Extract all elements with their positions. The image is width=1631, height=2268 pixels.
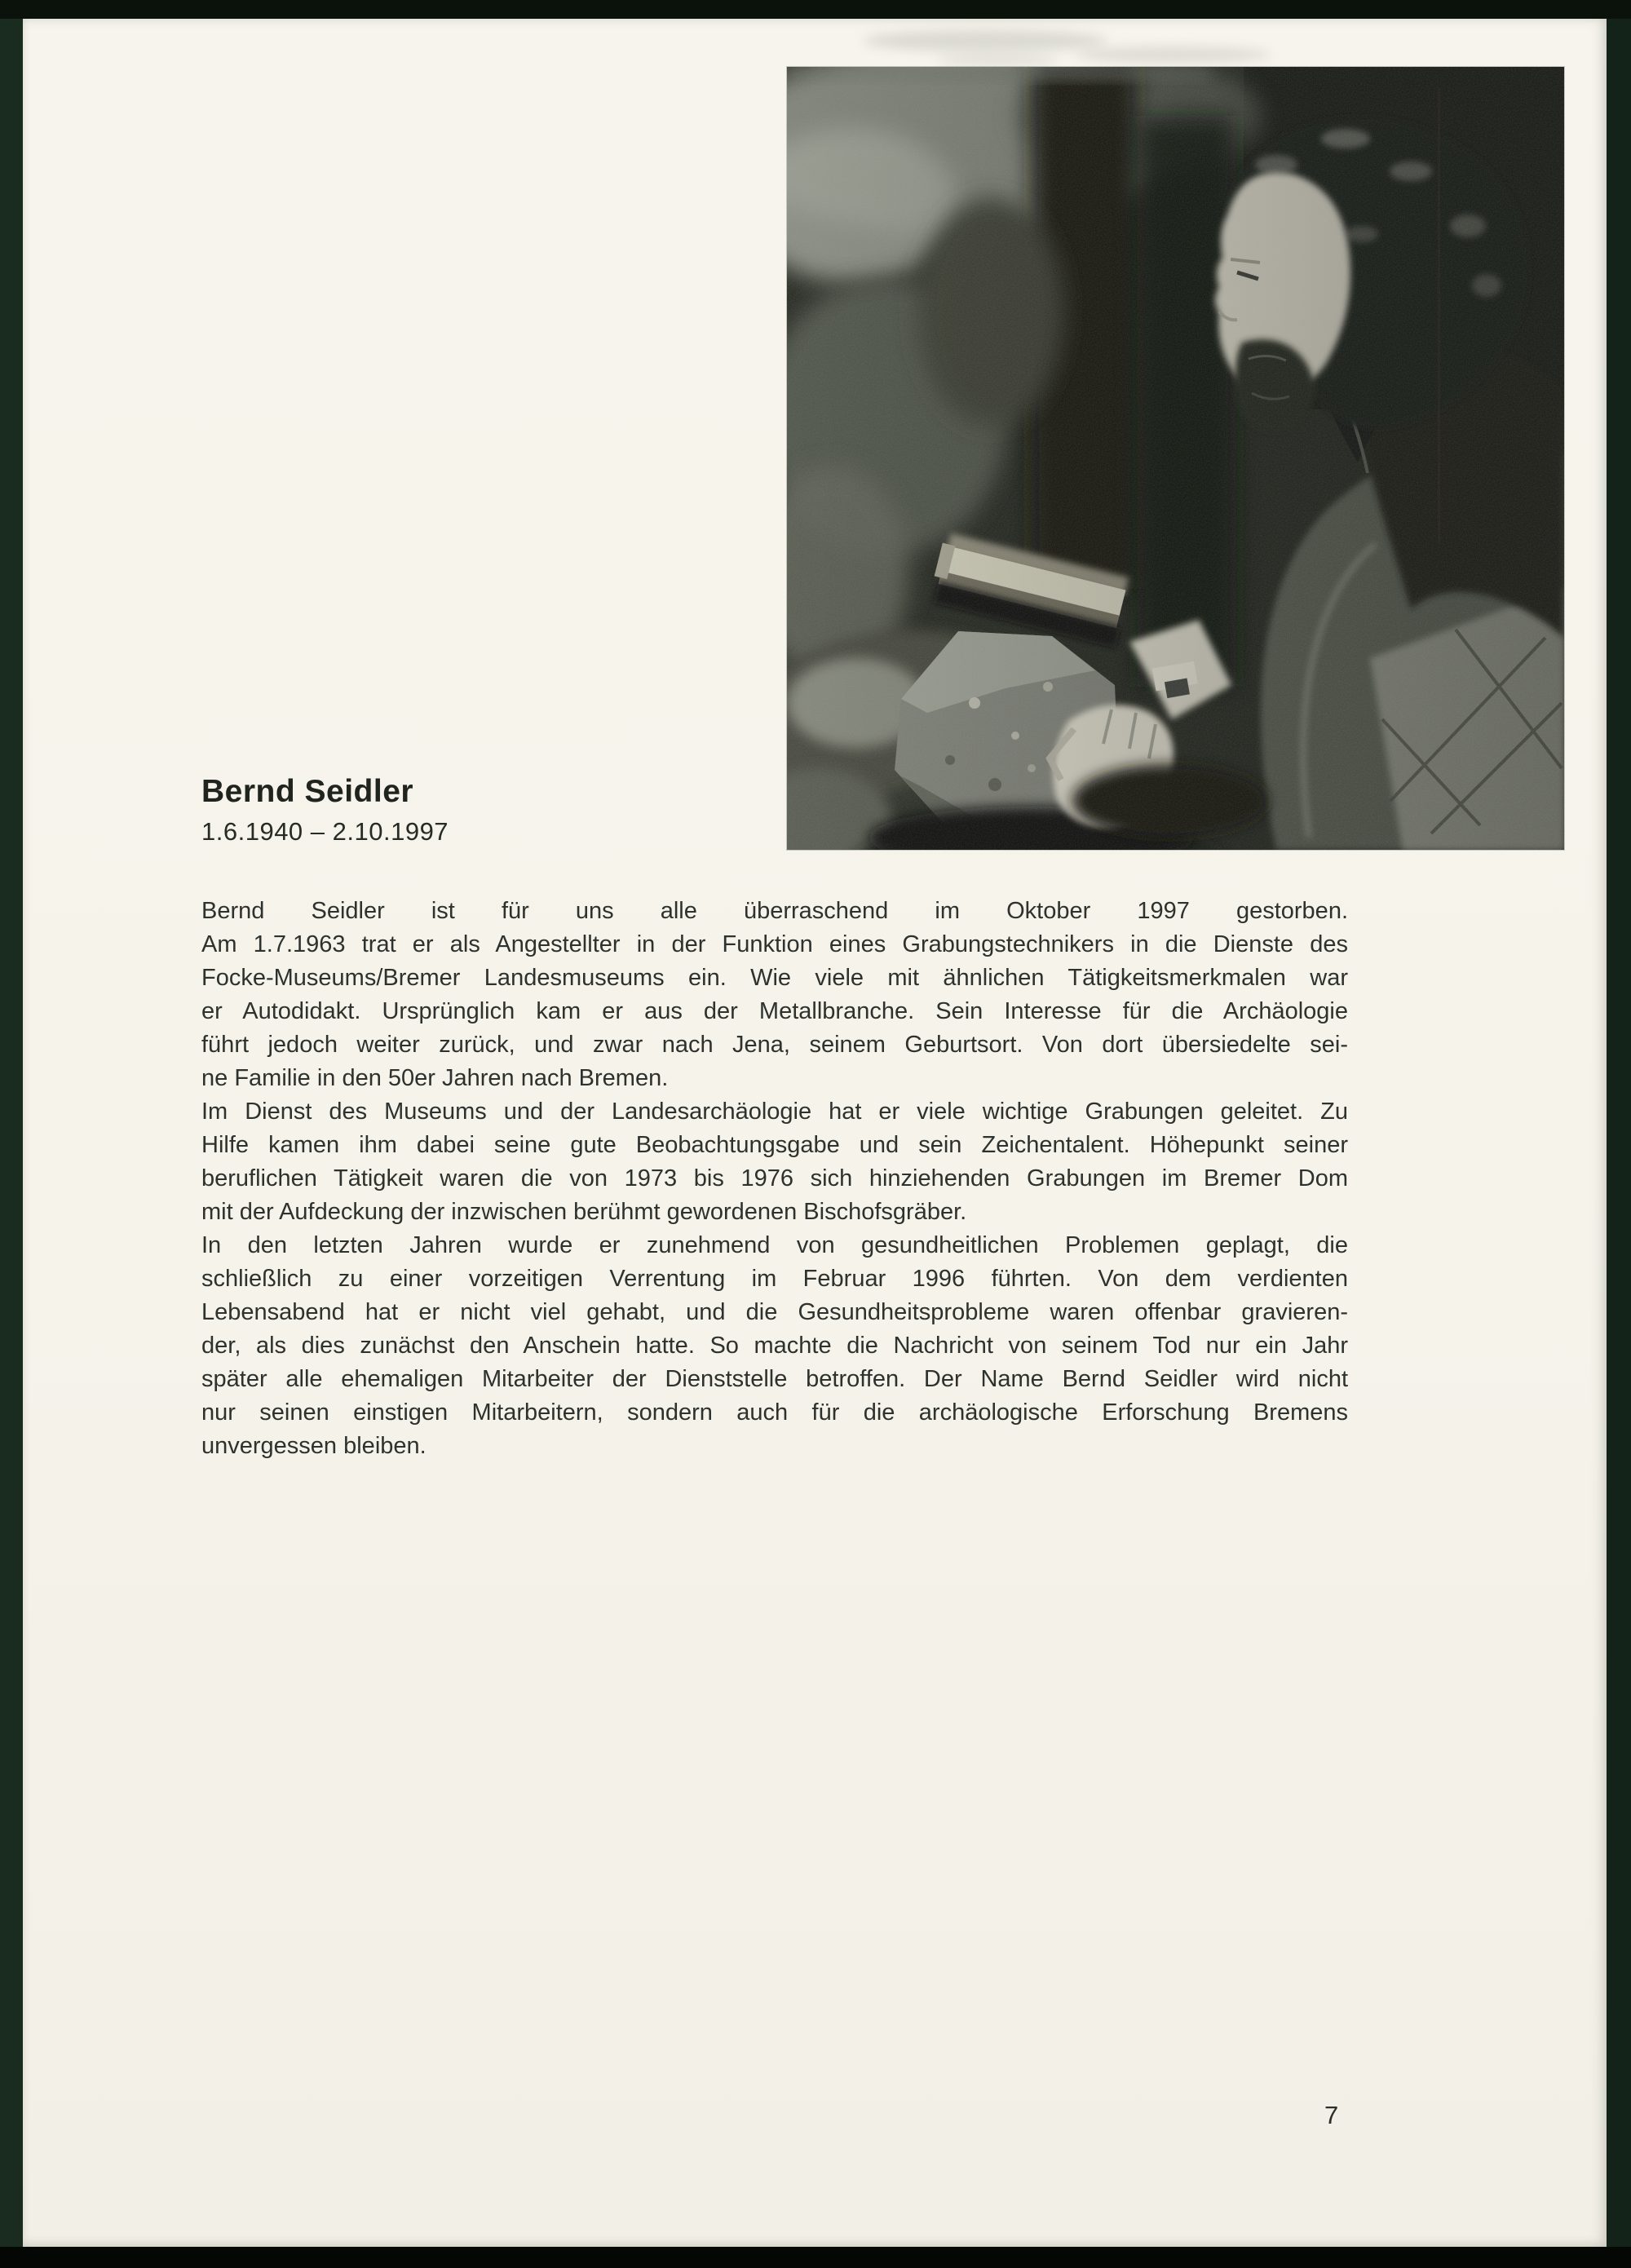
text-line: nur seinen einstigen Mitarbeitern, sondern auch für die archäologische Erforschung Bremens bbox=[201, 1399, 1348, 1426]
scan-border-left bbox=[0, 0, 23, 2268]
text-line: Hilfe kamen ihm dabei seine gute Beobachtungsgabe und sein Zeichentalent. Höhepunkt seiner bbox=[201, 1132, 1348, 1158]
page-title: Bernd Seidler bbox=[201, 774, 414, 809]
text-line: er Autodidakt. Ursprünglich kam er aus der Metallbranche. Sein Interesse für die Archäologie bbox=[201, 998, 1348, 1024]
text-line: mit der Aufdeckung der inzwischen berühmt gewordenen Bischofsgräber. bbox=[201, 1199, 967, 1225]
text-line: Im Dienst des Museums und der Landesarchäologie hat er viele wichtige Grabungen geleitet. Zu bbox=[201, 1099, 1348, 1125]
text-line: Focke-Museums/Bremer Landesmuseums ein. Wie viele mit ähnlichen Tätigkeitsmerkmalen war bbox=[201, 965, 1348, 991]
scan-smudge bbox=[1075, 46, 1271, 63]
memorial-photo bbox=[787, 67, 1564, 850]
obituary-paragraph bbox=[201, 1229, 1348, 1463]
text-line: Lebensabend hat er nicht viel gehabt, und die Gesundheitsprobleme waren offenbar gravieren- bbox=[201, 1299, 1348, 1325]
obituary-text bbox=[201, 895, 1348, 1463]
text-line: Bernd Seidler ist für uns alle überraschend im Oktober 1997 gestorben. bbox=[201, 898, 1348, 924]
obituary-paragraph bbox=[201, 895, 1348, 1095]
text-line: Am 1.7.1963 trat er als Angestellter in der Funktion eines Grabungstechnikers in die Dienste des bbox=[201, 931, 1348, 957]
life-dates: 1.6.1940 – 2.10.1997 bbox=[201, 817, 449, 846]
memorial-photo-illustration bbox=[787, 67, 1564, 850]
scan-border-top bbox=[0, 0, 1631, 19]
scan-border-bottom bbox=[0, 2247, 1631, 2268]
photo-grain bbox=[787, 67, 1564, 850]
obituary-paragraph bbox=[201, 1095, 1348, 1229]
text-line: führt jedoch weiter zurück, und zwar nach Jena, seinem Geburtsort. Von dort übersiedelte sei- bbox=[201, 1032, 1348, 1058]
text-line: In den letzten Jahren wurde er zunehmend von gesundheitlichen Problemen geplagt, die bbox=[201, 1232, 1348, 1258]
text-line: beruflichen Tätigkeit waren die von 1973 bis 1976 sich hinziehenden Grabungen im Bremer Dom bbox=[201, 1165, 1348, 1191]
scan-smudge bbox=[863, 30, 1107, 51]
text-line: ne Familie in den 50er Jahren nach Bremen. bbox=[201, 1065, 669, 1091]
text-line: unvergessen bleiben. bbox=[201, 1433, 427, 1459]
page-number: 7 bbox=[1324, 2101, 1339, 2129]
scanned-page bbox=[23, 19, 1607, 2247]
scan-border-right bbox=[1607, 0, 1631, 2268]
scan-smudge bbox=[936, 55, 1059, 66]
text-line: später alle ehemaligen Mitarbeiter der Dienststelle betroffen. Der Name Bernd Seidler wird nicht bbox=[201, 1366, 1348, 1392]
text-line: der, als dies zunächst den Anschein hatte. So machte die Nachricht von seinem Tod nur ein Jahr bbox=[201, 1333, 1348, 1359]
text-line: schließlich zu einer vorzeitigen Verrentung im Februar 1996 führten. Von dem verdienten bbox=[201, 1266, 1348, 1292]
